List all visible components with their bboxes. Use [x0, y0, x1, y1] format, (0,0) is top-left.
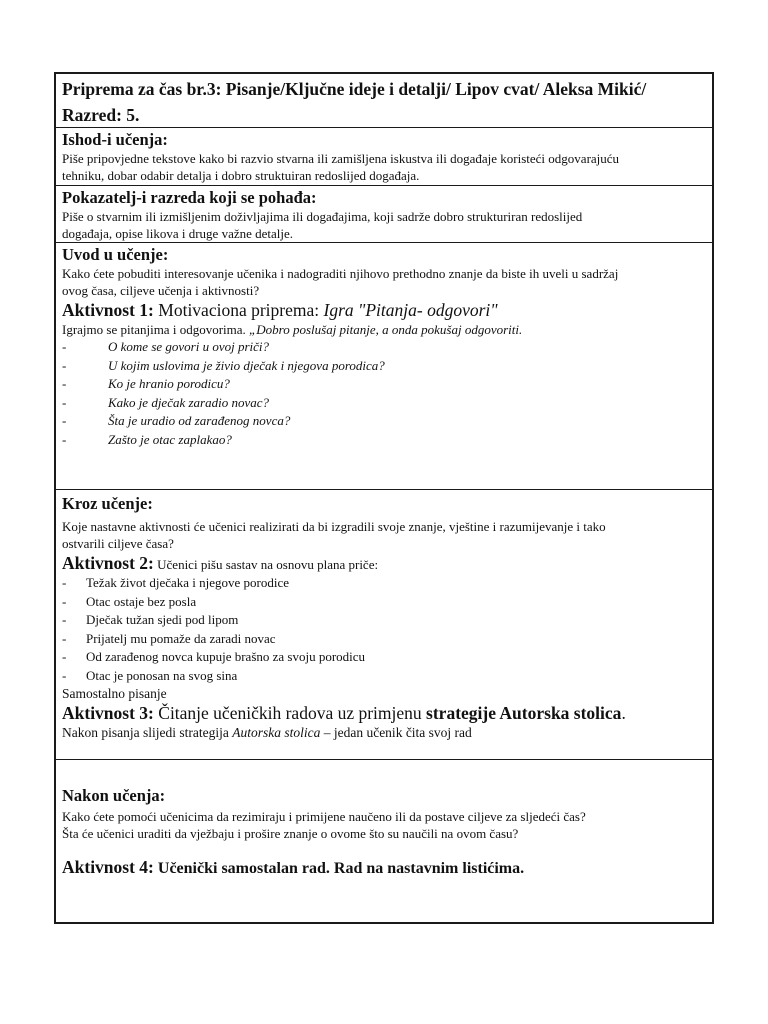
lesson-title: Priprema za čas br.3: Pisanje/Ključne ideje i detalji/ Lipov cvat/ Aleksa Mikić/ [62, 79, 647, 99]
lesson-plan-table [54, 72, 714, 924]
strategy-note: Nakon pisanja slijedi strategija Autorska stolica – jedan učenik čita svoj rad [62, 725, 472, 740]
learning-outcomes-heading: Ishod-i učenja: [62, 130, 168, 149]
intro-question-2: ovog časa, ciljeve učenja i aktivnosti? [62, 283, 260, 298]
independent-writing: Samostalno pisanje [62, 686, 167, 701]
list-item: - Kako je dječak zaradio novac? [62, 394, 270, 410]
activity-4-line [62, 856, 706, 880]
grade-indicators-text-2: događaja, opise likova i druge važne detalje. [62, 226, 294, 241]
activity-2-text: Učenici pišu sastav na osnovu plana priče: [153, 557, 379, 572]
activity-4-label: Aktivnost 4: [62, 857, 154, 877]
game-intro [62, 321, 706, 338]
activity-2-line [62, 552, 706, 574]
activity-2-label: Aktivnost 2: [62, 553, 154, 573]
activity-1-text: Motivaciona priprema: [153, 300, 324, 320]
list-item: - Od zarađenog novca kupuje brašno za svoju porodicu [62, 649, 366, 664]
list-item: - U kojim uslovima je živio dječak i njegova porodica? [62, 357, 385, 373]
after-learning-heading: Nakon učenja: [62, 786, 166, 805]
story-plan-list [62, 574, 706, 685]
list-item: - Dječak tužan sjedi pod lipom [62, 612, 239, 627]
after-learning-question-2: Šta će učenici uraditi da vježbaju i prošire znanje o ovome što su naučili na ovom času? [62, 826, 519, 841]
intro-cell [56, 243, 712, 490]
list-item: - Šta je uradio od zarađenog novca? [62, 413, 291, 428]
title-cell [56, 74, 712, 128]
activity-4-text: Učenički samostalan rad. Rad na nastavnim listićima. [153, 860, 525, 877]
activity-1-line [62, 299, 706, 321]
after-learning-question-1: Kako ćete pomoći učenicima da rezimiraju i primijene naučeno ili da postave ciljeve za sljedeći čas? [62, 809, 586, 824]
activity-3-strategy: strategije Autorska stolica [426, 703, 622, 723]
list-item: - Otac je ponosan na svog sina [62, 667, 238, 683]
list-item: - Zašto je otac zaplakao? [62, 431, 232, 447]
list-item: - Težak život dječaka i njegove porodice [62, 575, 290, 590]
game-intro-plain: Igrajmo se pitanjima i odgovorima. [62, 322, 250, 337]
activity-3-label: Aktivnost 3: [62, 703, 154, 723]
game-intro-quote: „Dobro poslušaj pitanje, a onda pokušaj odgovoriti. [249, 322, 523, 337]
learning-outcomes-cell [56, 128, 712, 186]
learning-outcomes-text-2: tehniku, dobar odabir detalja i dobro struktuiran redoslijed događaja. [62, 168, 420, 183]
activity-1-label: Aktivnost 1: [62, 300, 154, 320]
grade-indicators-text-1: Piše o stvarnim ili izmišljenim doživljajima ili događajima, koji sadrže dobro strukturiran redoslijed [62, 209, 583, 224]
during-learning-question-1: Koje nastavne aktivnosti će učenici realizirati da bi izgradili svoje znanje, vještine i razumijevanje i tako [62, 519, 606, 534]
intro-question-1: Kako ćete pobuditi interesovanje učenika i nadograditi njihovo prethodno znanje da biste ih uveli u sadržaj [62, 266, 619, 281]
grade-label: Razred: 5. [62, 105, 140, 125]
list-item: - Otac ostaje bez posla [62, 593, 197, 609]
grade-indicators-cell [56, 186, 712, 243]
learning-outcomes-text-1: Piše pripovjedne tekstove kako bi razvio stvarna ili zamišljena iskustva ili događaje koristeći odgovarajuću [62, 151, 620, 166]
activity-3-line: Aktivnost 3: Čitanje učeničkih radova uz primjenu strategije Autorska stolica. [62, 703, 626, 723]
during-learning-heading: Kroz učenje: [62, 494, 153, 513]
intro-heading: Uvod u učenje: [62, 245, 169, 264]
question-list [62, 338, 706, 449]
list-item: - Prijatelj mu pomaže da zaradi novac [62, 630, 276, 646]
during-learning-cell [56, 490, 712, 760]
list-item: - O kome se govori u ovoj priči? [62, 339, 270, 354]
activity-1-game: Igra "Pitanja- odgovori" [323, 300, 498, 320]
grade-indicators-heading: Pokazatelj-i razreda koji se pohađa: [62, 188, 317, 207]
during-learning-question-2: ostvarili ciljeve časa? [62, 536, 174, 551]
after-learning-cell [56, 760, 712, 922]
list-item: - Ko je hranio porodicu? [62, 376, 230, 391]
